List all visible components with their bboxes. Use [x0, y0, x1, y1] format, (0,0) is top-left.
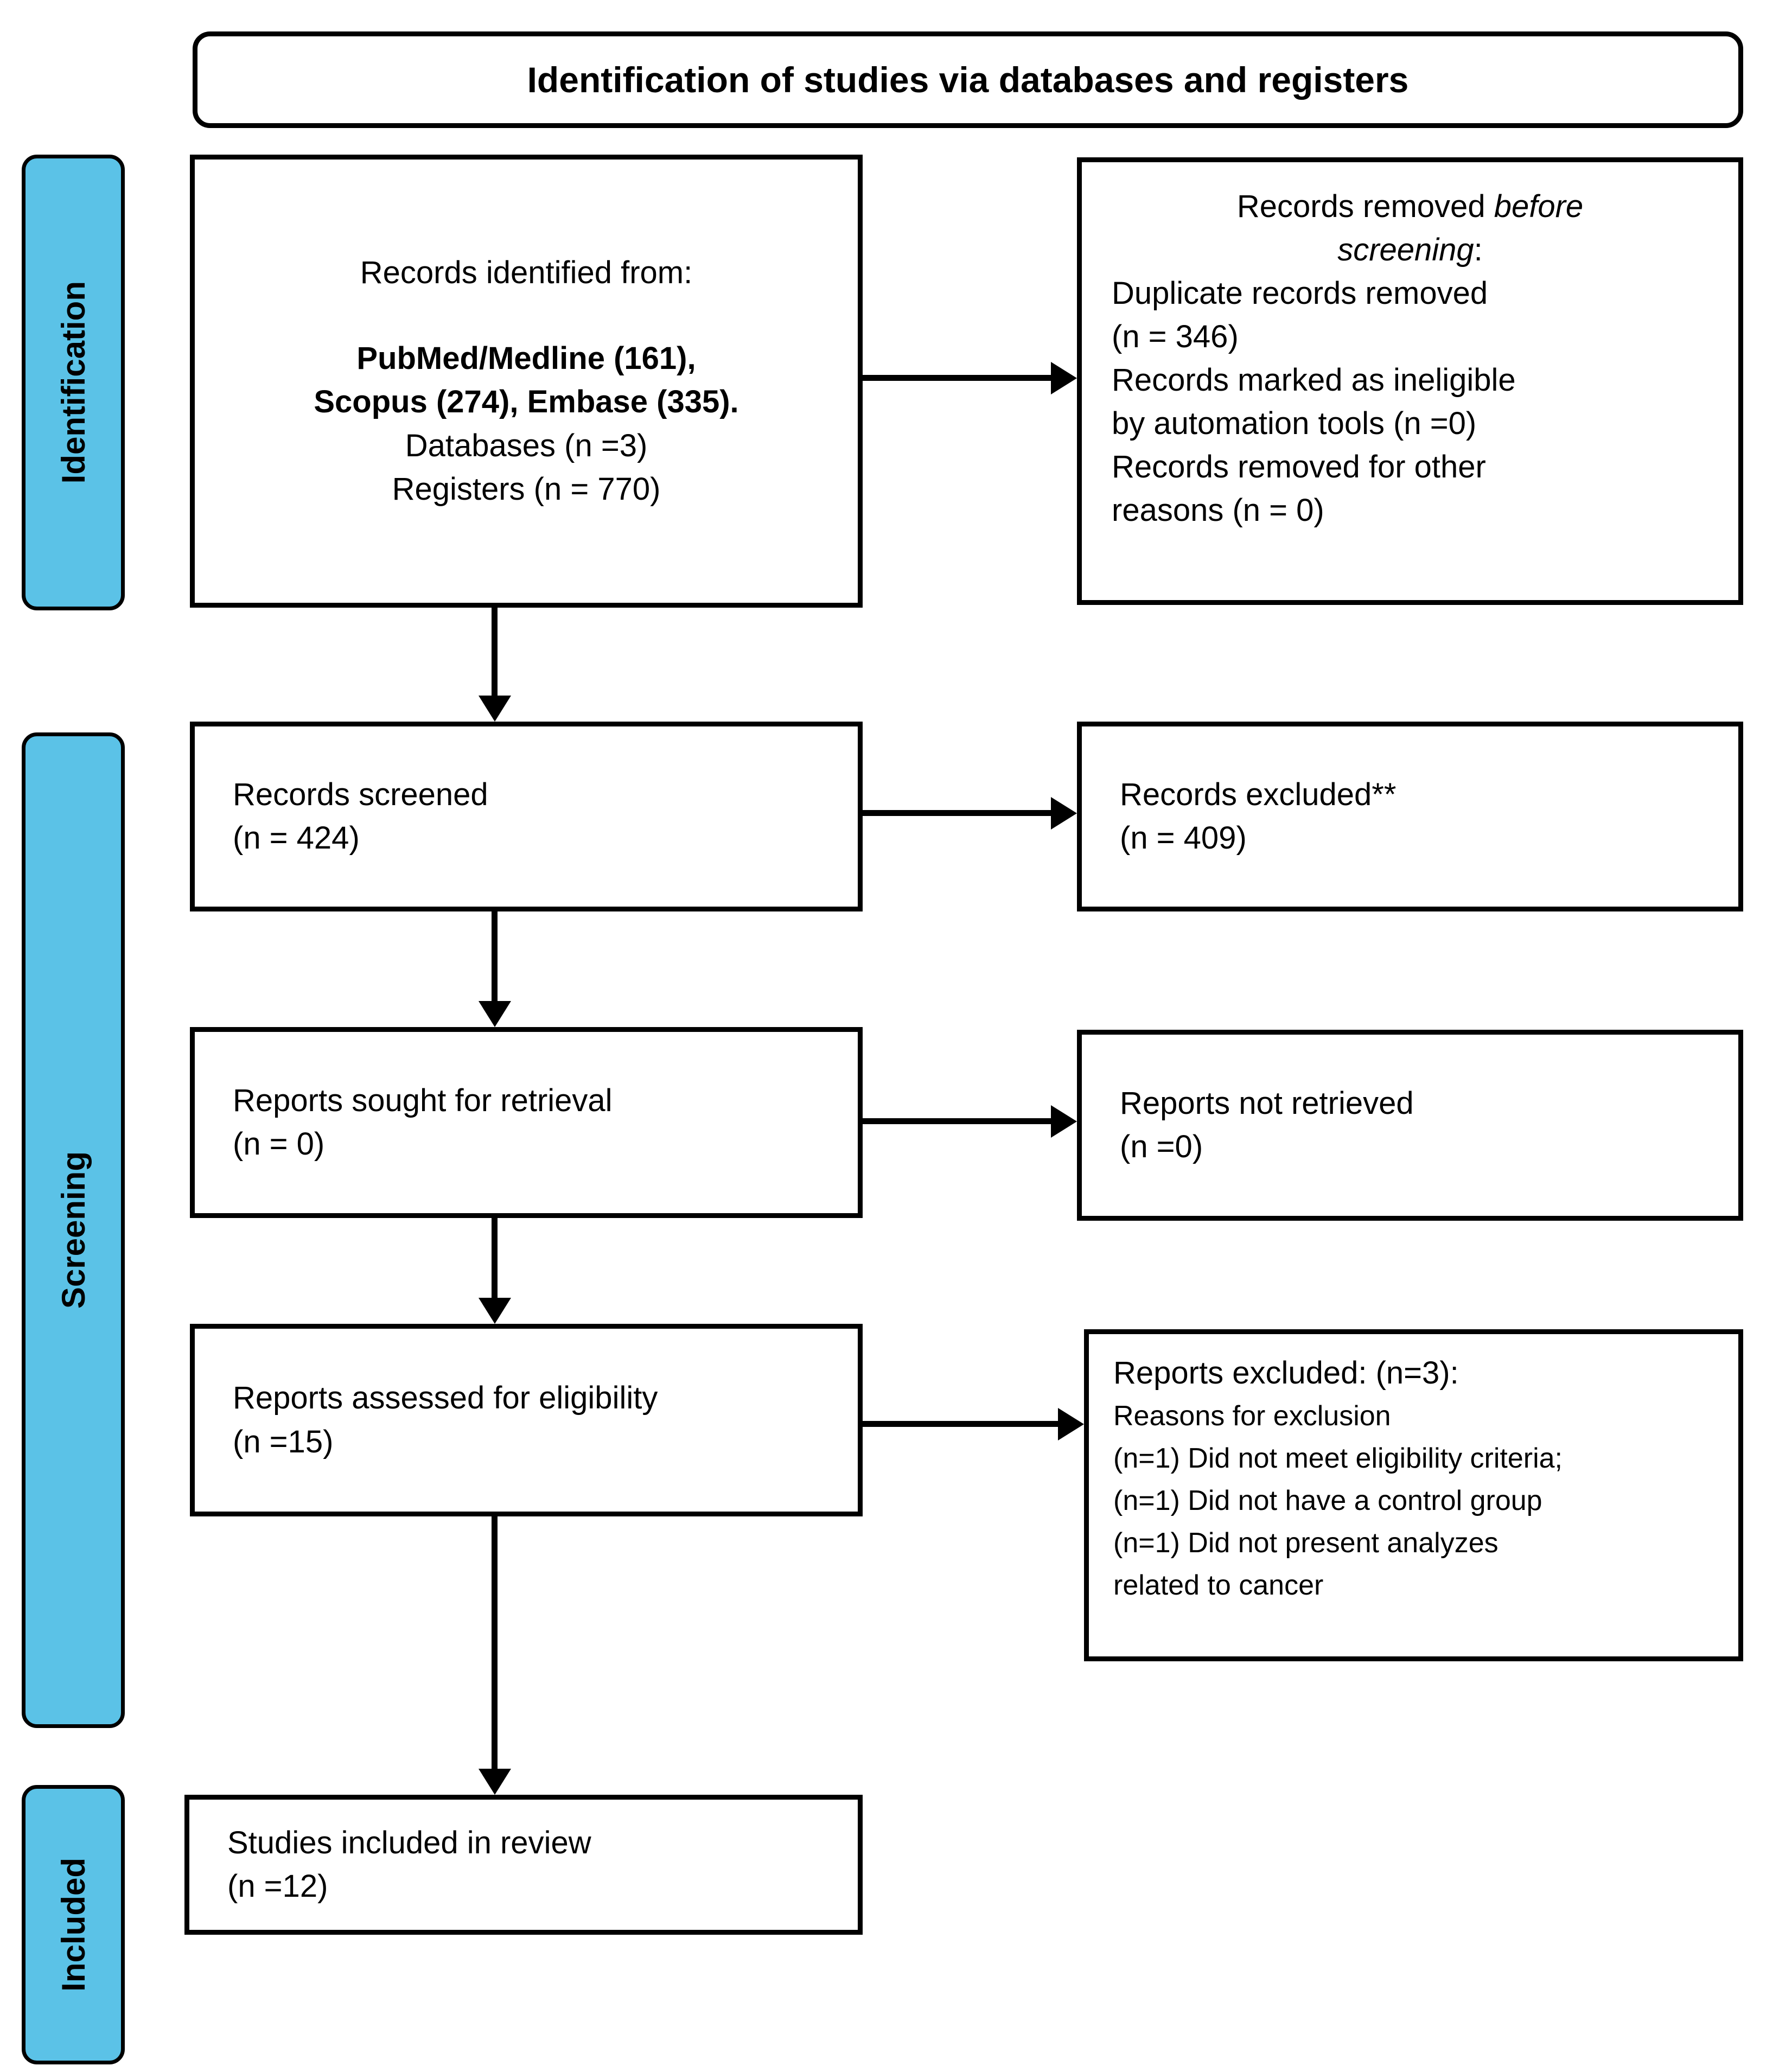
reports-sought-line2: (n = 0): [233, 1126, 325, 1162]
phase-label-identification-text: Identification: [55, 281, 92, 484]
records-screened-line1: Records screened: [233, 776, 488, 812]
arrow-identified-to-screened: [492, 608, 498, 696]
records-removed-line-5: Records removed for other: [1112, 449, 1486, 485]
box-reports-sought: [190, 1027, 863, 1218]
arrow-sought-to-not-retrieved: [863, 1118, 1051, 1124]
reports-not-retrieved-line1: Reports not retrieved: [1120, 1085, 1414, 1121]
arrow-screened-to-sought: [492, 911, 498, 1001]
records-removed-line-2: (n = 346): [1112, 319, 1239, 355]
reports-excluded-body: [1113, 1395, 1714, 1606]
reports-excluded-line-4: (n=1) Did not present analyzes: [1113, 1527, 1499, 1559]
records-removed-line-3: Records marked as ineligible: [1112, 362, 1516, 398]
box-reports-not-retrieved: [1077, 1030, 1743, 1221]
box-records-removed: [1077, 157, 1743, 605]
records-screened-line2: (n = 424): [233, 820, 360, 856]
box-reports-excluded: [1084, 1329, 1743, 1661]
reports-excluded-heading: Reports excluded: (n=3):: [1113, 1355, 1459, 1391]
reports-assessed-line2: (n =15): [233, 1424, 334, 1459]
reports-excluded-line-5: related to cancer: [1113, 1570, 1324, 1602]
records-identified-heading: Records identified from:: [360, 255, 693, 291]
records-removed-heading-italic2: screening: [1337, 232, 1474, 268]
phase-label-included: [22, 1785, 125, 2064]
reports-excluded-line-1: Reasons for exclusion: [1113, 1400, 1391, 1432]
records-removed-heading-plain: Records removed: [1236, 189, 1494, 224]
box-records-identified: [190, 155, 863, 608]
box-records-excluded: [1077, 722, 1743, 911]
records-removed-line-6: reasons (n = 0): [1112, 493, 1324, 528]
records-identified-sources-line2: Scopus (274), Embase (335).: [314, 384, 739, 420]
records-removed-heading-colon: :: [1474, 232, 1483, 268]
records-excluded-line1: Records excluded**: [1120, 776, 1397, 812]
records-removed-heading: [1112, 185, 1708, 272]
arrow-identified-to-removed: [863, 375, 1051, 381]
records-removed-body: [1112, 272, 1708, 532]
box-studies-included: [184, 1795, 863, 1935]
records-removed-heading-italic1: before: [1494, 189, 1584, 224]
diagram-title-text: Identification of studies via databases and registers: [527, 60, 1409, 100]
arrow-sought-to-assessed: [492, 1218, 498, 1298]
phase-label-identification: [22, 155, 125, 610]
box-records-screened: [190, 722, 863, 911]
phase-label-included-text: Included: [55, 1858, 92, 1992]
arrow-assessed-to-included: [492, 1516, 498, 1769]
reports-excluded-line-3: (n=1) Did not have a control group: [1113, 1485, 1542, 1517]
studies-included-line1: Studies included in review: [227, 1825, 591, 1860]
reports-not-retrieved-line2: (n =0): [1120, 1129, 1203, 1164]
records-removed-line-4: by automation tools (n =0): [1112, 406, 1477, 442]
reports-sought-line1: Reports sought for retrieval: [233, 1082, 613, 1118]
phase-label-screening: [22, 732, 125, 1728]
diagram-title: [193, 31, 1743, 128]
phase-label-screening-text: Screening: [55, 1151, 92, 1309]
records-identified-registers: Registers (n = 770): [392, 471, 661, 507]
reports-assessed-line1: Reports assessed for eligibility: [233, 1380, 658, 1416]
records-excluded-line2: (n = 409): [1120, 820, 1247, 856]
reports-excluded-line-2: (n=1) Did not meet eligibility criteria;: [1113, 1443, 1563, 1475]
records-identified-databases: Databases (n =3): [405, 428, 648, 463]
arrow-assessed-to-reports-excluded: [863, 1421, 1058, 1427]
arrow-screened-to-excluded: [863, 810, 1051, 816]
records-identified-sources-line1: PubMed/Medline (161),: [356, 341, 696, 377]
records-removed-line-1: Duplicate records removed: [1112, 276, 1488, 311]
studies-included-line2: (n =12): [227, 1869, 328, 1904]
box-reports-assessed: [190, 1324, 863, 1516]
